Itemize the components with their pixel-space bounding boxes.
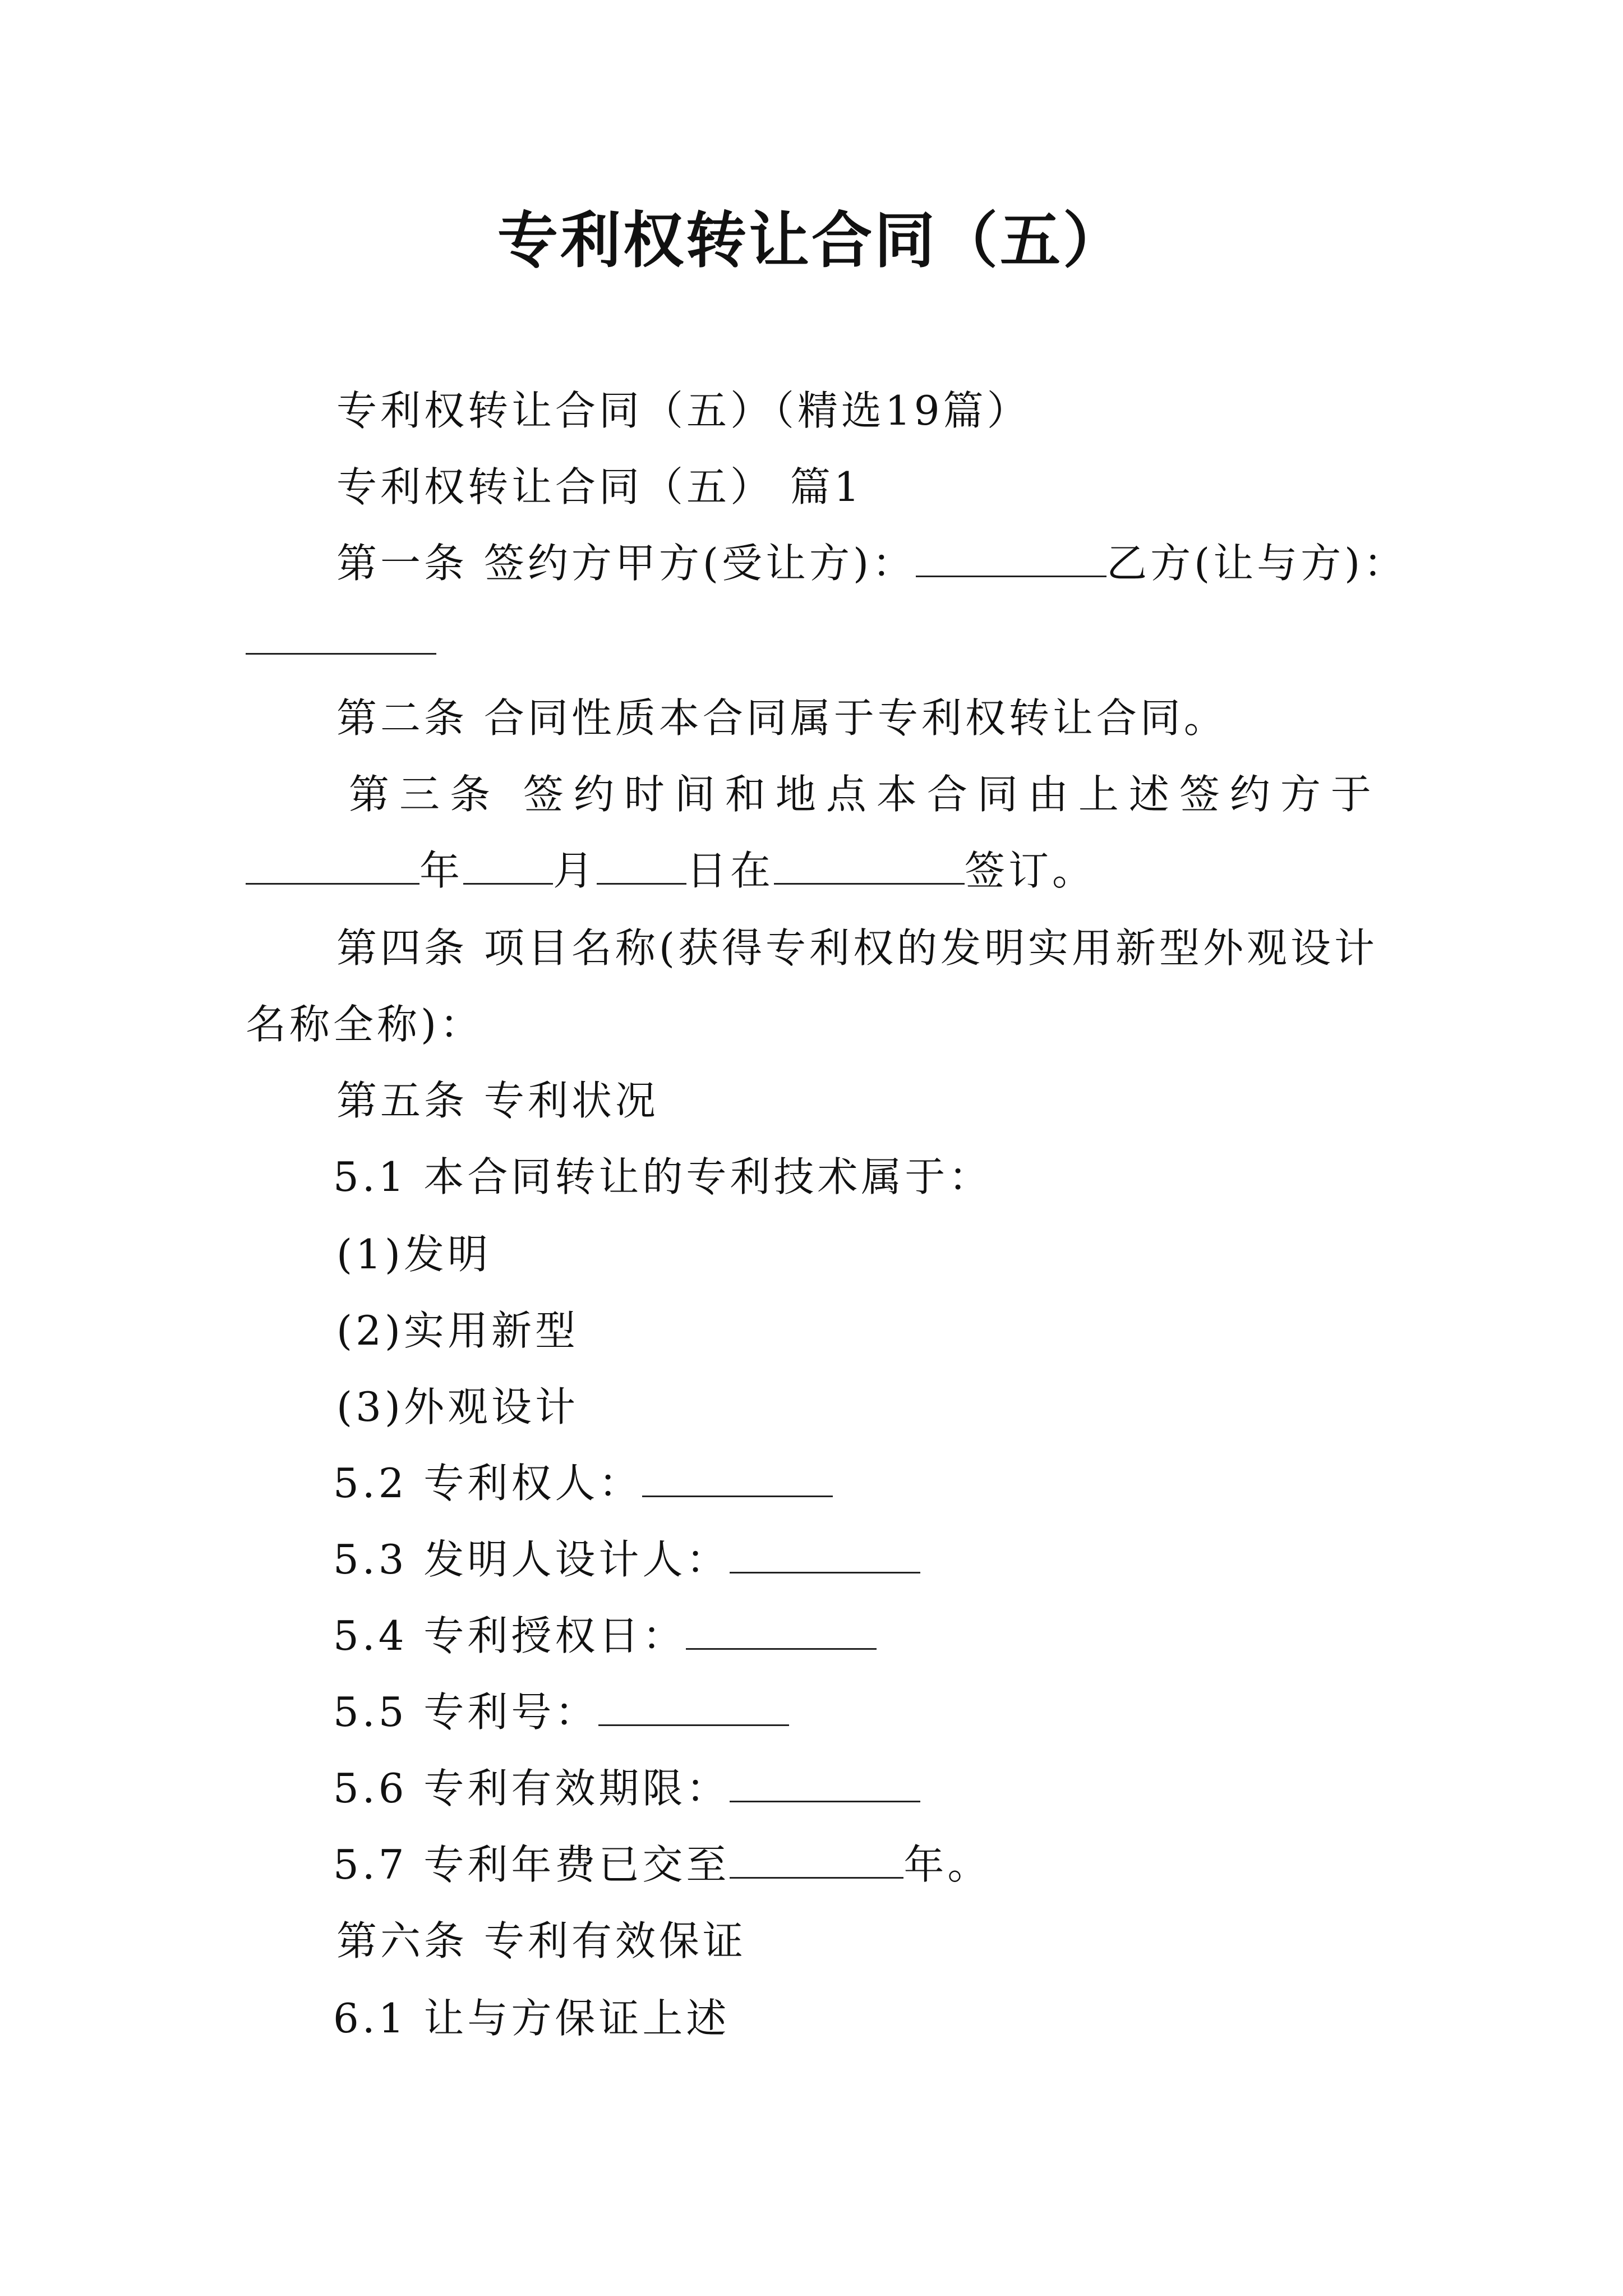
document-subtitle: 专利权转让合同（五）（精选19篇） (336, 387, 1031, 434)
article-1: 第一条 签约方甲方(受让方)： 乙方(让与方)： (336, 540, 1408, 587)
section-6-1: 6.1 让与方保证上述 (333, 1995, 730, 2042)
part-heading: 专利权转让合同（五） 篇1 (336, 463, 863, 510)
blank-field (598, 1690, 789, 1726)
blank-field (642, 1461, 833, 1497)
blank-field (774, 848, 965, 885)
article-6: 第六条 专利有效保证 (336, 1917, 746, 1964)
blank-field (916, 541, 1106, 577)
option-utility-model: (2)实用新型 (336, 1307, 579, 1354)
document-title: 专利权转让合同（五） (497, 206, 1126, 276)
section-5-1: 5.1 本合同转让的专利技术属于： (333, 1153, 993, 1200)
article-3-continued: 年 月 日在 签订。 (246, 843, 1096, 899)
blank-field (730, 1766, 920, 1802)
blank-field (246, 618, 436, 655)
section-5-4: 5.4 专利授权日： (333, 1608, 877, 1664)
article-2: 第二条 合同性质本合同属于专利权转让合同。 (336, 694, 1228, 742)
section-5-7: 5.7 专利年费已交至 年。 (333, 1841, 992, 1888)
blank-field (730, 1537, 920, 1573)
blank-field (246, 848, 419, 885)
blank-field (597, 848, 686, 885)
article-1-continued (246, 613, 436, 669)
section-5-3: 5.3 发明人设计人： (333, 1531, 920, 1588)
option-design: (3)外观设计 (336, 1383, 579, 1430)
article-4-continued: 名称全称)： (246, 1001, 484, 1048)
option-invention: (1)发明 (336, 1231, 491, 1278)
section-5-6: 5.6 专利有效期限： (333, 1760, 920, 1816)
section-5-2: 5.2 专利权人： (333, 1455, 833, 1511)
article-4: 第四条 项目名称(获得专利权的发明实用新型外观设计 (336, 924, 1378, 972)
section-5-5: 5.5 专利号： (333, 1684, 789, 1740)
blank-field (686, 1613, 877, 1650)
blank-field (730, 1842, 903, 1879)
article-5: 第五条 专利状况 (336, 1077, 659, 1124)
blank-field (463, 848, 553, 885)
article-3: 第三条 签约时间和地点本合同由上述签约方于 (349, 771, 1381, 818)
